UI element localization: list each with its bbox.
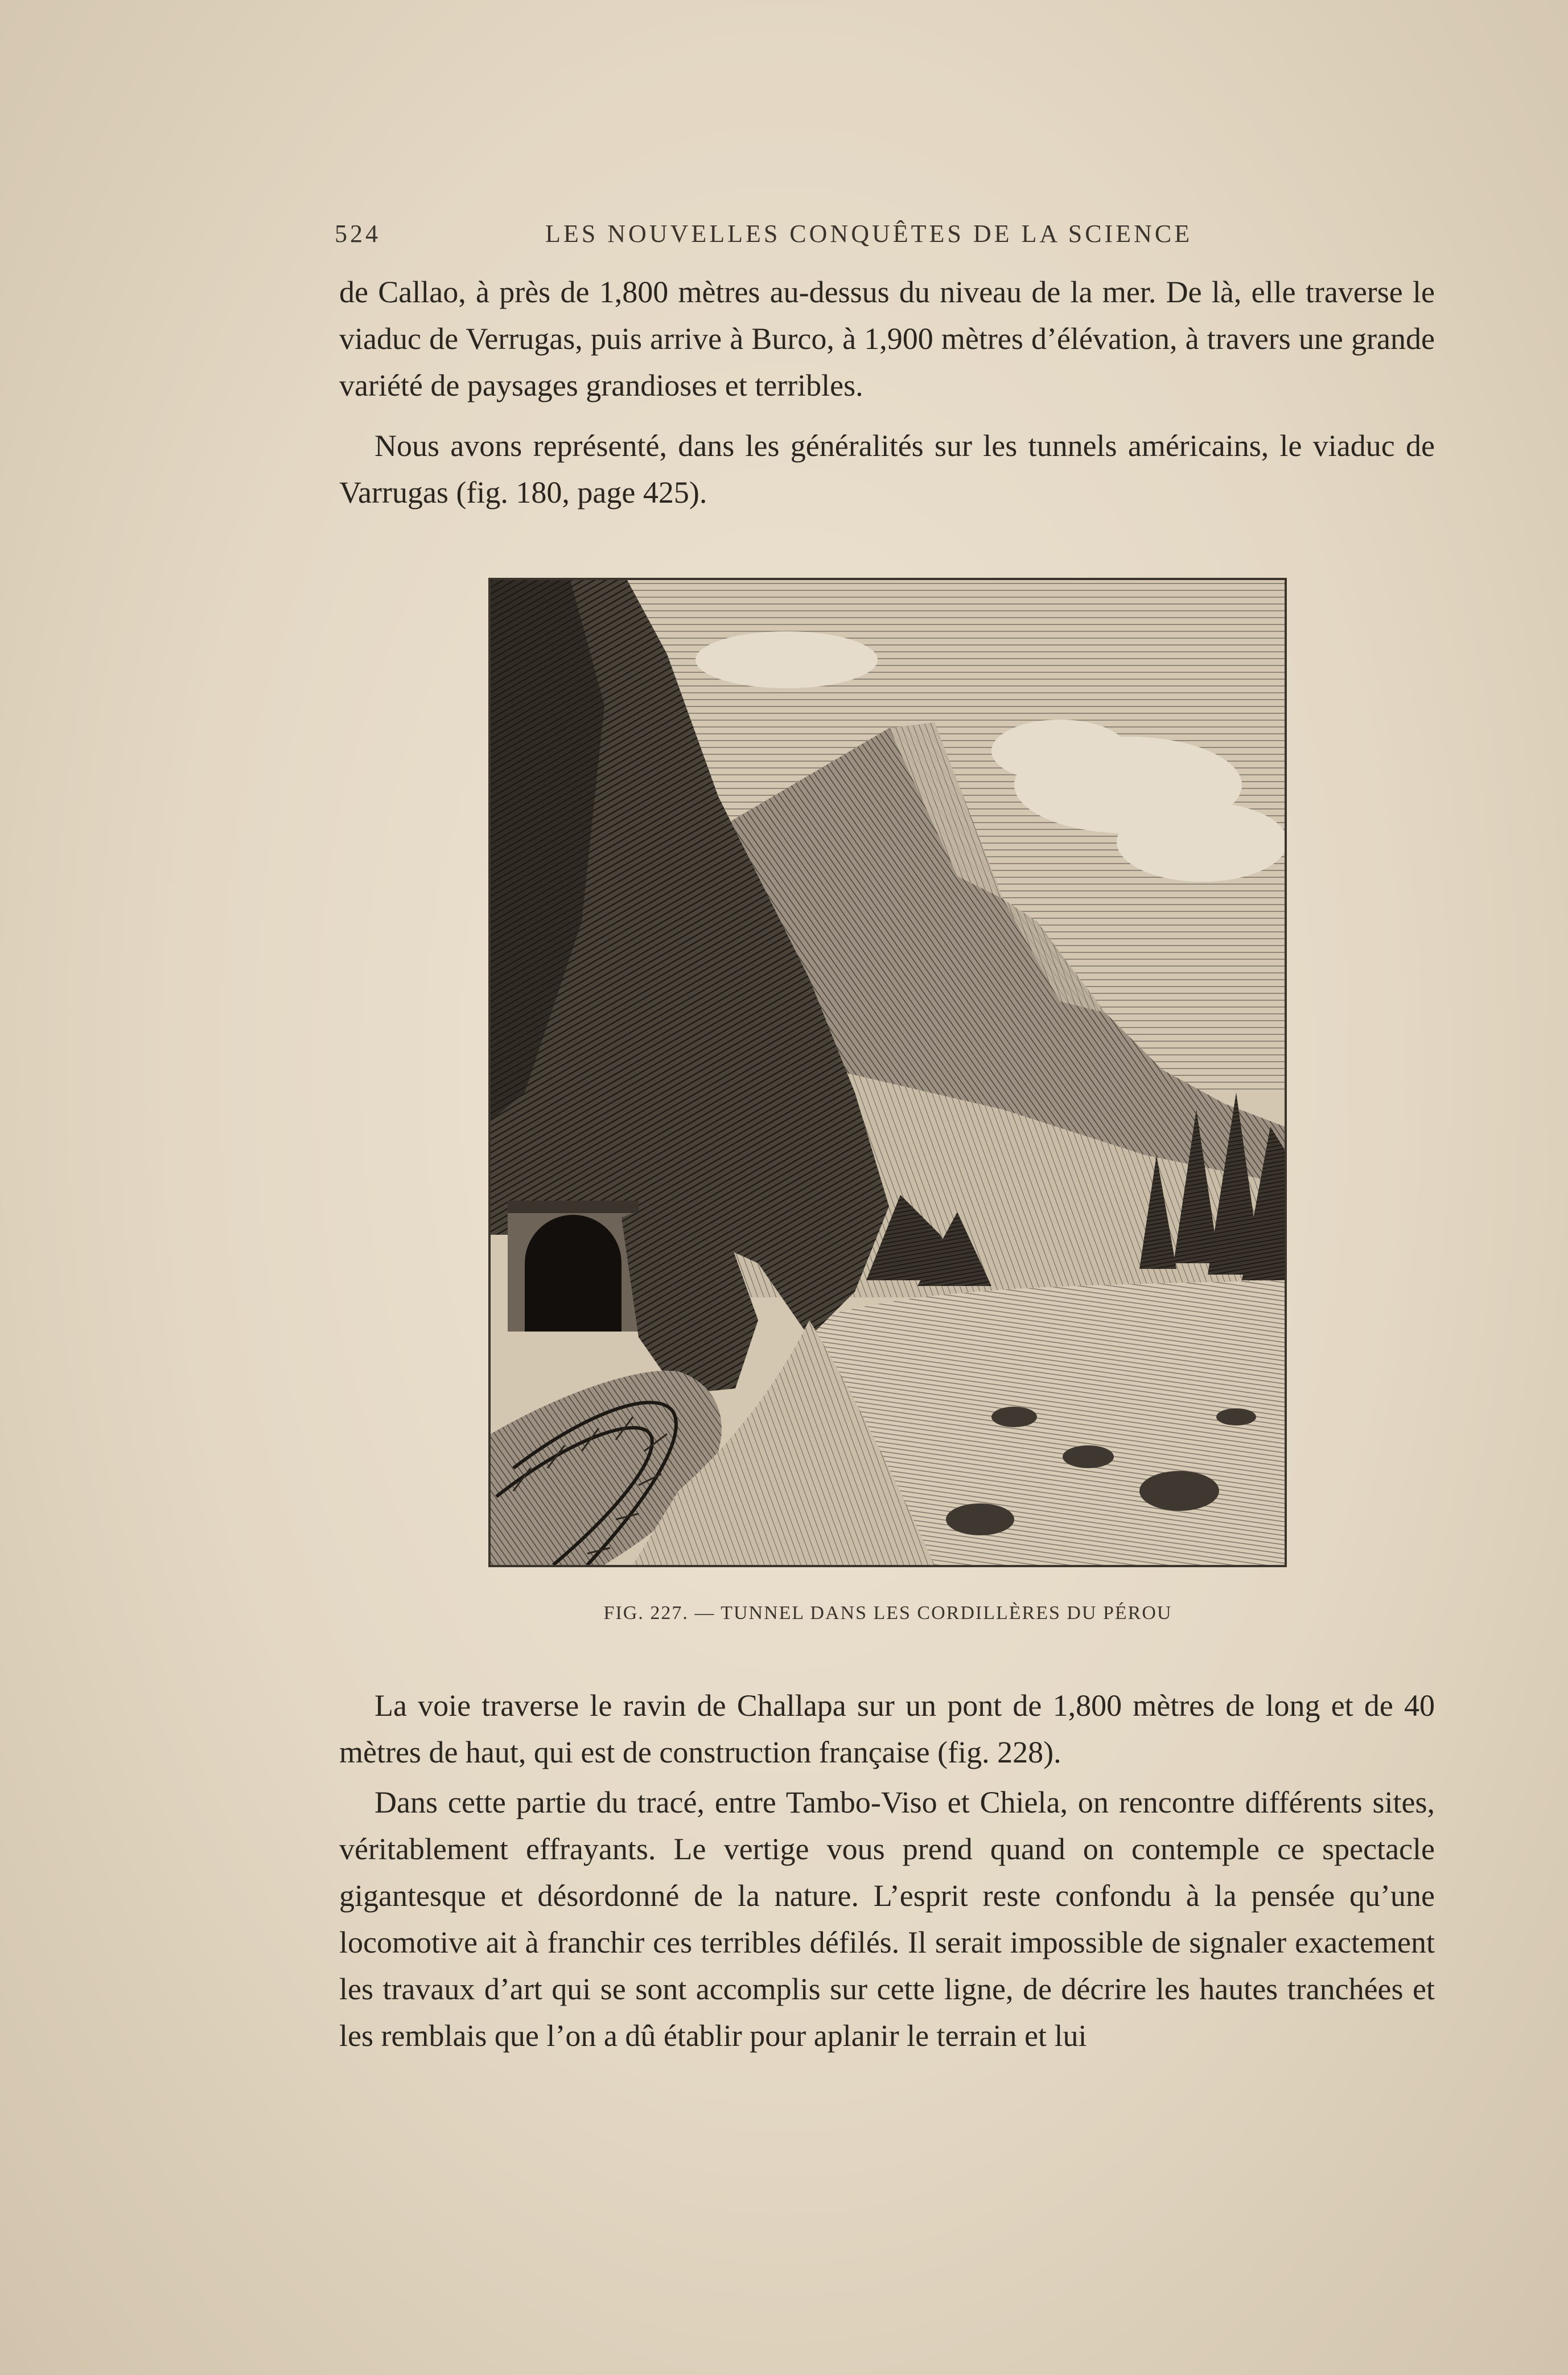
figure-caption: FIG. 227. — TUNNEL DANS LES CORDILLÈRES DU PÉROU [603, 1602, 1172, 1624]
engraving-tunnel-illustration [488, 578, 1287, 1567]
running-head [335, 219, 1225, 253]
tunnel-portal [508, 1201, 639, 1332]
paragraph-4: Dans cette partie du tracé, entre Tambo-Viso et Chiela, on rencontre différents sites, véritablement effrayants. Le vertige vous prend quand on contemple ce spectacle gigantesque et désordonné de la nature. L’esprit reste confondu à la pensée qu’une locomotive ait à franchir ces terribles défilés. Il serait impossible de signaler exactement les travaux d’art qui se sont accomplis sur cette ligne, de décrire les hautes tranchées et les remblais que l’on a dû établir pour aplanir le terrain et lui [339, 1785, 1435, 2053]
running-title: LES NOUVELLES CONQUÊTES DE LA SCIENCE [545, 220, 1193, 248]
paragraph-1: de Callao, à près de 1,800 mètres au-dessus du niveau de la mer. De là, elle traverse le viaduc de Verrugas, puis arrive à Burco, à 1,900 mètres d’élévation, à travers une grande variété de paysages grandioses et terribles. [339, 275, 1435, 402]
paragraph-3: La voie traverse le ravin de Challapa sur un pont de 1,800 mètres de long et de 40 mètres de haut, qui est de construction française (fig. 228). [339, 1688, 1435, 1769]
page-number: 524 [335, 220, 381, 248]
paragraph-2: Nous avons représenté, dans les généralités sur les tunnels américains, le viaduc de Varrugas (fig. 180, page 425). [339, 429, 1435, 509]
